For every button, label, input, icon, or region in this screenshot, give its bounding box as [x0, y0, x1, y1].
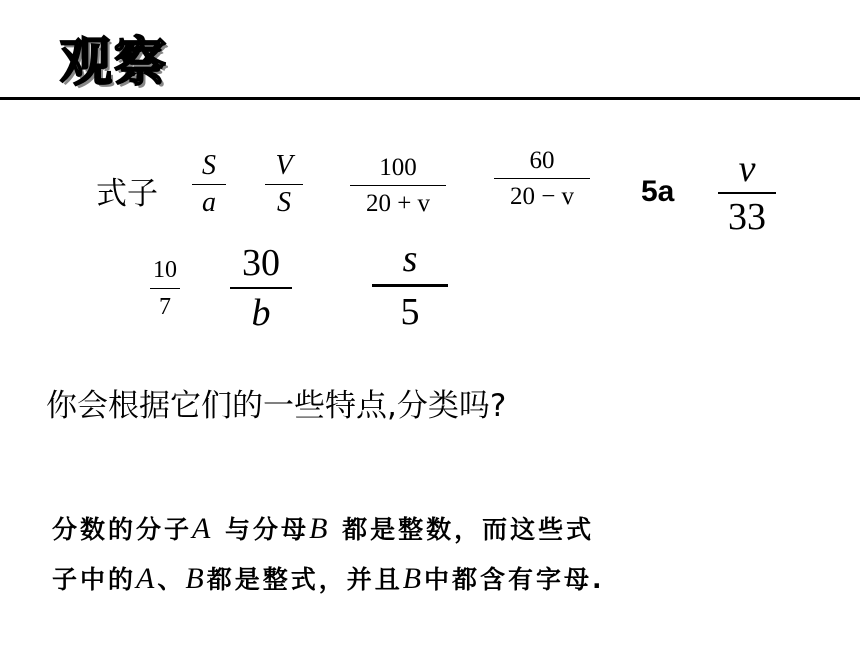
variable-a: A	[192, 512, 214, 545]
denominator: b	[251, 292, 271, 334]
denominator: 20 + v	[365, 190, 431, 217]
numerator: v	[738, 148, 756, 190]
variable-b: B	[185, 562, 207, 595]
fraction-bar	[718, 192, 776, 194]
conclusion-text: 、	[157, 565, 186, 594]
expressions-label: 式子	[96, 176, 158, 212]
variable-b: B	[402, 562, 425, 595]
denominator: 7	[159, 294, 171, 320]
numerator: 10	[153, 257, 177, 283]
conclusion-text: 分数的分子	[52, 515, 193, 544]
conclusion-text: 都是整式，并且	[206, 565, 403, 594]
denominator: S	[277, 187, 291, 218]
fraction-10-over-7	[150, 258, 180, 319]
variable-b: B	[309, 512, 331, 545]
fraction-30-over-b	[230, 244, 292, 332]
conclusion-text: 与分母	[213, 515, 310, 544]
fraction-100-over-20-plus-v	[350, 155, 446, 216]
question-text: 你会根据它们的一些特点,分类吗?	[46, 388, 507, 424]
conclusion-line-1	[52, 510, 594, 546]
numerator: 60	[529, 147, 555, 174]
denominator: a	[202, 187, 216, 218]
fraction-60-over-20-minus-v	[494, 148, 590, 209]
denominator: 20 − v	[509, 183, 575, 210]
fraction-bar	[372, 284, 448, 287]
fraction-v-over-s	[265, 152, 303, 217]
fraction-s-over-5	[372, 240, 448, 331]
fraction-bar	[230, 287, 292, 289]
page-title: 观察	[60, 33, 169, 93]
numerator: 30	[242, 242, 280, 284]
monomial-5a: 5a	[641, 175, 675, 208]
fraction-bar	[150, 288, 180, 289]
fraction-bar	[265, 184, 303, 185]
numerator: s	[402, 238, 418, 280]
denominator: 5	[400, 291, 420, 333]
conclusion-text: 都是整数，而这些式	[330, 515, 595, 544]
numerator: S	[202, 150, 216, 181]
fraction-bar	[350, 185, 446, 186]
fraction-s-over-a	[192, 152, 226, 217]
conclusion-line-2	[52, 560, 605, 596]
variable-a: A	[136, 562, 158, 595]
conclusion-text: 中都含有字母.	[424, 565, 605, 594]
numerator: V	[275, 150, 293, 181]
fraction-bar	[192, 184, 226, 185]
conclusion-text: 子中的	[52, 565, 137, 594]
fraction-v-over-33	[718, 150, 776, 236]
numerator: 100	[379, 154, 417, 181]
fraction-bar	[494, 178, 590, 179]
denominator: 33	[728, 196, 766, 238]
title-divider	[0, 97, 860, 100]
